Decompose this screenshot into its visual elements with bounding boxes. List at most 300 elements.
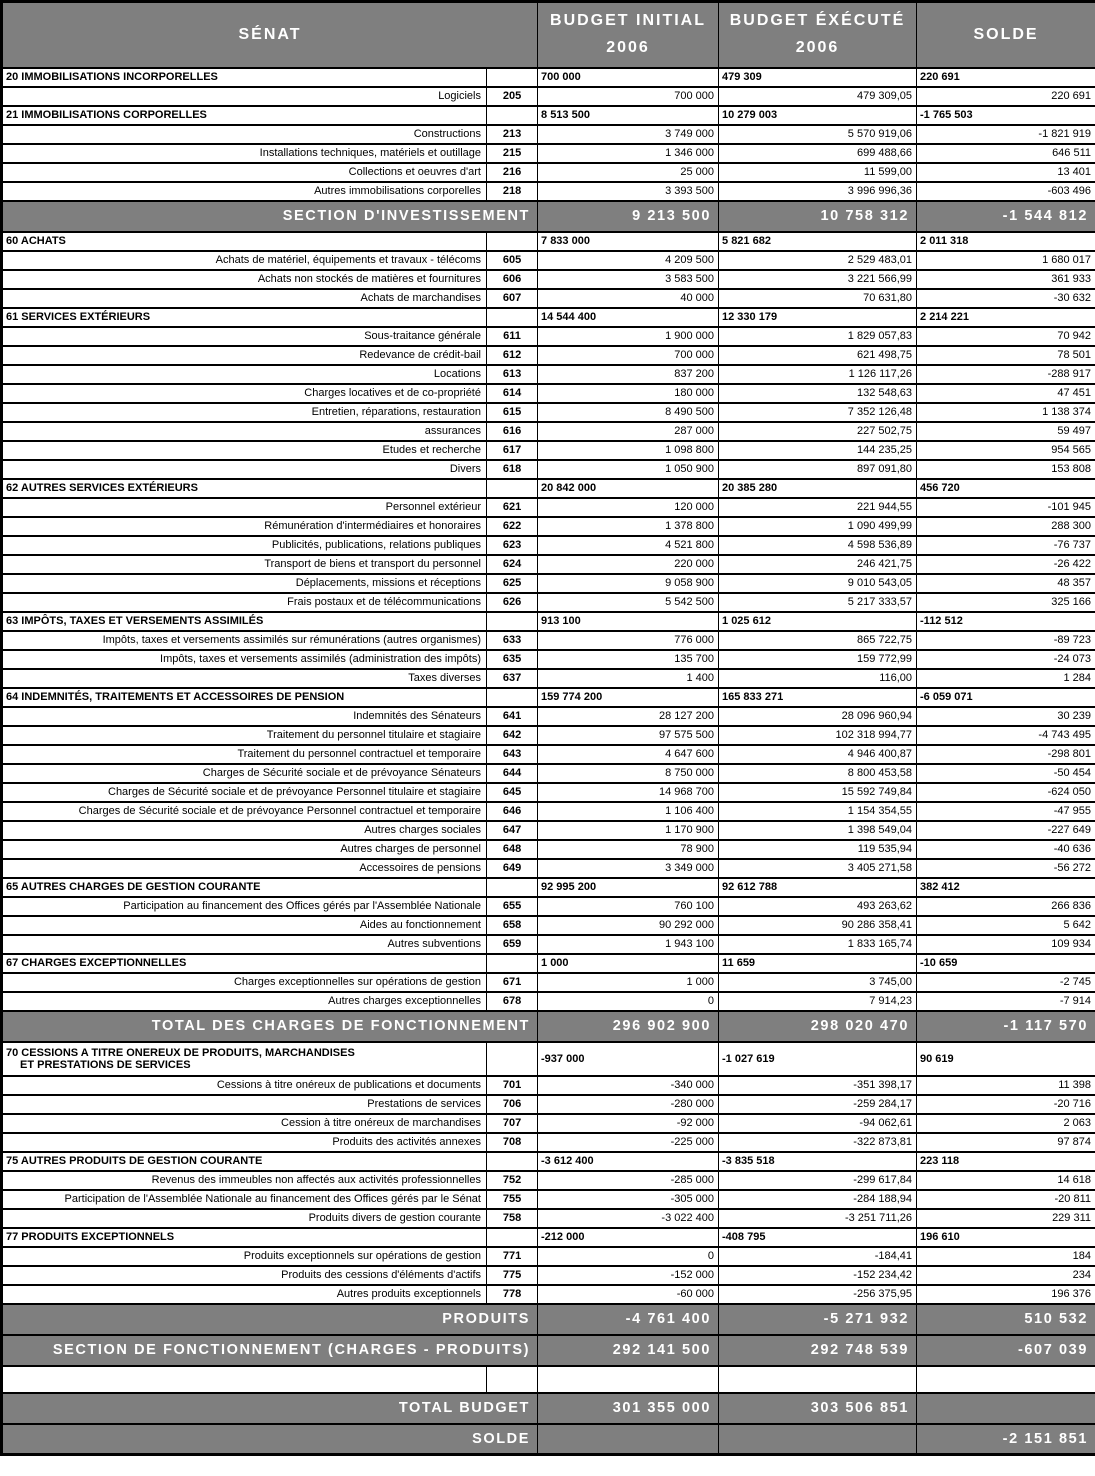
account-code: 645 [487, 783, 538, 802]
row-label: 70 CESSIONS A TITRE ONEREUX DE PRODUITS, MARCHANDISES ET PRESTATIONS DE SERVICES [2, 1042, 487, 1076]
header-senat-label: SÉNAT [238, 25, 302, 43]
table-row [2, 163, 1095, 182]
account-code: 708 [487, 1133, 538, 1152]
budget-executed-value: -3 835 518 [719, 1152, 917, 1171]
budget-initial-value: 3 393 500 [538, 182, 719, 201]
account-code: 615 [487, 403, 538, 422]
row-label: Logiciels [2, 87, 487, 106]
budget-executed-value: 1 090 499,99 [719, 517, 917, 536]
budget-initial-value: 92 995 200 [538, 878, 719, 897]
row-label: Taxes diverses [2, 669, 487, 688]
solde-value: -4 743 495 [917, 726, 1095, 745]
budget-initial-value: 1 050 900 [538, 460, 719, 479]
table-row [2, 327, 1095, 346]
row-label: Revenus des immeubles non affectés aux activités professionnelles [2, 1171, 487, 1190]
budget-initial-value: 78 900 [538, 840, 719, 859]
budget-initial-value: 292 141 500 [538, 1335, 719, 1366]
solde-value: 2 011 318 [917, 232, 1095, 251]
row-label: Publicités, publications, relations publiques [2, 536, 487, 555]
budget-initial-value: -3 612 400 [538, 1152, 719, 1171]
row-label: Achats non stockés de matières et fournitures [2, 270, 487, 289]
solde-value: 11 398 [917, 1076, 1095, 1095]
solde-value: 361 933 [917, 270, 1095, 289]
table-row [2, 536, 1095, 555]
table-row [2, 726, 1095, 745]
account-code: 622 [487, 517, 538, 536]
account-code: 617 [487, 441, 538, 460]
solde-value: 196 376 [917, 1285, 1095, 1304]
row-label: Autres immobilisations corporelles [2, 182, 487, 201]
solde-value: -298 801 [917, 745, 1095, 764]
table-row [2, 897, 1095, 916]
table-row [2, 1042, 1095, 1076]
account-code: 635 [487, 650, 538, 669]
account-code: 215 [487, 144, 538, 163]
table-row [2, 87, 1095, 106]
table-row [2, 1011, 1095, 1042]
budget-executed-value: -284 188,94 [719, 1190, 917, 1209]
budget-initial-value: 7 833 000 [538, 232, 719, 251]
budget-executed-value: -94 062,61 [719, 1114, 917, 1133]
header-senat [2, 2, 538, 68]
solde-value: -76 737 [917, 536, 1095, 555]
row-label: Entretien, réparations, restauration [2, 403, 487, 422]
budget-initial-value: 0 [538, 992, 719, 1011]
budget-initial-value: 1 170 900 [538, 821, 719, 840]
solde-value: -40 636 [917, 840, 1095, 859]
row-label: 62 AUTRES SERVICES EXTÉRIEURS [2, 479, 487, 498]
table-row [2, 201, 1095, 232]
row-label: Locations [2, 365, 487, 384]
row-label: Autres charges exceptionnelles [2, 992, 487, 1011]
budget-executed-value: 292 748 539 [719, 1335, 917, 1366]
solde-value: 456 720 [917, 479, 1095, 498]
budget-initial-value: 700 000 [538, 346, 719, 365]
solde-value: -6 059 071 [917, 688, 1095, 707]
table-row [2, 1209, 1095, 1228]
solde-value: -30 632 [917, 289, 1095, 308]
account-code: 605 [487, 251, 538, 270]
budget-executed-value: 246 421,75 [719, 555, 917, 574]
row-label: Aides au fonctionnement [2, 916, 487, 935]
table-row [2, 1285, 1095, 1304]
budget-table-body [2, 68, 1095, 1455]
account-code [487, 1042, 538, 1076]
budget-initial-value: 1 900 000 [538, 327, 719, 346]
table-row [2, 1247, 1095, 1266]
budget-executed-value: 2 529 483,01 [719, 251, 917, 270]
account-code: 633 [487, 631, 538, 650]
budget-initial-value: 14 968 700 [538, 783, 719, 802]
budget-initial-value: 3 349 000 [538, 859, 719, 878]
account-code: 637 [487, 669, 538, 688]
account-code: 607 [487, 289, 538, 308]
table-row [2, 859, 1095, 878]
table-row [2, 1114, 1095, 1133]
account-code: 659 [487, 935, 538, 954]
account-code: 649 [487, 859, 538, 878]
row-label: Frais postaux et de télécommunications [2, 593, 487, 612]
table-row [2, 1366, 1095, 1393]
account-code: 752 [487, 1171, 538, 1190]
budget-initial-value: 700 000 [538, 87, 719, 106]
budget-executed-value: 3 996 996,36 [719, 182, 917, 201]
row-label: Déplacements, missions et réceptions [2, 574, 487, 593]
budget-executed-value: -152 234,42 [719, 1266, 917, 1285]
budget-executed-value: 699 488,66 [719, 144, 917, 163]
solde-value: 90 619 [917, 1042, 1095, 1076]
row-label: Charges de Sécurité sociale et de prévoyance Personnel contractuel et temporaire [2, 802, 487, 821]
row-label: Achats de marchandises [2, 289, 487, 308]
budget-executed-value: -259 284,17 [719, 1095, 917, 1114]
table-row [2, 270, 1095, 289]
row-label: 60 ACHATS [2, 232, 487, 251]
table-row [2, 1393, 1095, 1424]
solde-value: -2 745 [917, 973, 1095, 992]
solde-value: 1 138 374 [917, 403, 1095, 422]
solde-value: -227 649 [917, 821, 1095, 840]
table-row [2, 555, 1095, 574]
account-code: 648 [487, 840, 538, 859]
budget-initial-value: 180 000 [538, 384, 719, 403]
row-label: 61 SERVICES EXTÉRIEURS [2, 308, 487, 327]
solde-value [917, 1393, 1095, 1424]
budget-executed-value: 221 944,55 [719, 498, 917, 517]
solde-value: 1 680 017 [917, 251, 1095, 270]
account-code: 646 [487, 802, 538, 821]
solde-value: 97 874 [917, 1133, 1095, 1152]
account-code [487, 612, 538, 631]
budget-executed-value: 165 833 271 [719, 688, 917, 707]
table-row [2, 650, 1095, 669]
table-row [2, 688, 1095, 707]
budget-executed-value: 92 612 788 [719, 878, 917, 897]
row-label: Impôts, taxes et versements assimilés (administration des impôts) [2, 650, 487, 669]
solde-value: -1 544 812 [917, 201, 1095, 232]
budget-initial-value: 0 [538, 1247, 719, 1266]
solde-value: 2 063 [917, 1114, 1095, 1133]
row-label: 20 IMMOBILISATIONS INCORPORELLES [2, 68, 487, 87]
table-row [2, 251, 1095, 270]
row-label: Produits exceptionnels sur opérations de gestion [2, 1247, 487, 1266]
account-code: 616 [487, 422, 538, 441]
solde-value: -603 496 [917, 182, 1095, 201]
budget-executed-value: 298 020 470 [719, 1011, 917, 1042]
budget-initial-value: -212 000 [538, 1228, 719, 1247]
row-label: Redevance de crédit-bail [2, 346, 487, 365]
account-code: 671 [487, 973, 538, 992]
table-row [2, 1424, 1095, 1455]
solde-value: 59 497 [917, 422, 1095, 441]
table-row [2, 1228, 1095, 1247]
row-label: Produits divers de gestion courante [2, 1209, 487, 1228]
table-row [2, 1076, 1095, 1095]
solde-value: 196 610 [917, 1228, 1095, 1247]
row-label: SECTION DE FONCTIONNEMENT (CHARGES - PRODUITS) [2, 1335, 538, 1366]
row-label: Transport de biens et transport du personnel [2, 555, 487, 574]
budget-executed-value: -408 795 [719, 1228, 917, 1247]
row-label: Impôts, taxes et versements assimilés sur rémunérations (autres organismes) [2, 631, 487, 650]
solde-value: -112 512 [917, 612, 1095, 631]
budget-executed-value: -256 375,95 [719, 1285, 917, 1304]
budget-initial-value: 4 647 600 [538, 745, 719, 764]
row-label: Produits des activités annexes [2, 1133, 487, 1152]
budget-initial-value: 9 058 900 [538, 574, 719, 593]
table-row [2, 1095, 1095, 1114]
budget-initial-value [538, 1366, 719, 1393]
budget-initial-value: -285 000 [538, 1171, 719, 1190]
budget-executed-value: 9 010 543,05 [719, 574, 917, 593]
budget-initial-value: 301 355 000 [538, 1393, 719, 1424]
table-row [2, 631, 1095, 650]
table-row [2, 745, 1095, 764]
solde-value: 13 401 [917, 163, 1095, 182]
row-label: Participation de l'Assemblée Nationale au financement des Offices gérés par le Sénat [2, 1190, 487, 1209]
budget-initial-value: 760 100 [538, 897, 719, 916]
row-label: 63 IMPÔTS, TAXES ET VERSEMENTS ASSIMILÉS [2, 612, 487, 631]
budget-executed-value: 5 570 919,06 [719, 125, 917, 144]
account-code: 678 [487, 992, 538, 1011]
solde-value: 30 239 [917, 707, 1095, 726]
table-row [2, 593, 1095, 612]
solde-value: -1 765 503 [917, 106, 1095, 125]
budget-executed-value: 11 599,00 [719, 163, 917, 182]
account-code: 642 [487, 726, 538, 745]
budget-executed-value: 865 722,75 [719, 631, 917, 650]
solde-value: -607 039 [917, 1335, 1095, 1366]
row-label: assurances [2, 422, 487, 441]
solde-value: -1 821 919 [917, 125, 1095, 144]
solde-value: 47 451 [917, 384, 1095, 403]
account-code: 707 [487, 1114, 538, 1133]
table-row [2, 365, 1095, 384]
budget-executed-value: 28 096 960,94 [719, 707, 917, 726]
row-label: TOTAL DES CHARGES DE FONCTIONNEMENT [2, 1011, 538, 1042]
budget-executed-value: 7 914,23 [719, 992, 917, 1011]
budget-executed-value: 4 946 400,87 [719, 745, 917, 764]
account-code: 613 [487, 365, 538, 384]
solde-value: 184 [917, 1247, 1095, 1266]
budget-executed-value: 10 758 312 [719, 201, 917, 232]
account-code: 625 [487, 574, 538, 593]
table-row [2, 403, 1095, 422]
table-row [2, 954, 1095, 973]
row-label: Divers [2, 460, 487, 479]
budget-executed-value: 7 352 126,48 [719, 403, 917, 422]
solde-value: -50 454 [917, 764, 1095, 783]
budget-executed-value: 493 263,62 [719, 897, 917, 916]
account-code [487, 954, 538, 973]
budget-executed-value: -299 617,84 [719, 1171, 917, 1190]
row-label: Charges locatives et de co-propriété [2, 384, 487, 403]
solde-value: 78 501 [917, 346, 1095, 365]
account-code [487, 1228, 538, 1247]
budget-initial-value: 1 098 800 [538, 441, 719, 460]
table-row [2, 1266, 1095, 1285]
table-row [2, 783, 1095, 802]
budget-initial-value: 1 106 400 [538, 802, 719, 821]
row-label: Prestations de services [2, 1095, 487, 1114]
solde-value: 288 300 [917, 517, 1095, 536]
account-code [487, 68, 538, 87]
header-budget-initial: BUDGET INITIAL 2006 [538, 2, 719, 68]
account-code: 614 [487, 384, 538, 403]
row-label: Rémunération d'intermédiaires et honoraires [2, 517, 487, 536]
row-label: Autres charges sociales [2, 821, 487, 840]
budget-executed-value: 1 829 057,83 [719, 327, 917, 346]
budget-executed-value: 3 745,00 [719, 973, 917, 992]
budget-initial-value: -937 000 [538, 1042, 719, 1076]
table-row [2, 878, 1095, 897]
budget-executed-value: 90 286 358,41 [719, 916, 917, 935]
account-code: 658 [487, 916, 538, 935]
account-code: 771 [487, 1247, 538, 1266]
solde-value: 70 942 [917, 327, 1095, 346]
solde-value: 220 691 [917, 87, 1095, 106]
table-row [2, 802, 1095, 821]
solde-value: 220 691 [917, 68, 1095, 87]
row-label: Indemnités des Sénateurs [2, 707, 487, 726]
solde-value: -89 723 [917, 631, 1095, 650]
table-row [2, 707, 1095, 726]
table-row [2, 384, 1095, 403]
budget-initial-value: 120 000 [538, 498, 719, 517]
account-code: 612 [487, 346, 538, 365]
budget-initial-value: 135 700 [538, 650, 719, 669]
budget-executed-value: -322 873,81 [719, 1133, 917, 1152]
row-label: 21 IMMOBILISATIONS CORPORELLES [2, 106, 487, 125]
budget-executed-value: 1 126 117,26 [719, 365, 917, 384]
solde-value: 5 642 [917, 916, 1095, 935]
table-row [2, 1152, 1095, 1171]
table-row [2, 498, 1095, 517]
budget-executed-value: 897 091,80 [719, 460, 917, 479]
row-label: Charges exceptionnelles sur opérations de gestion [2, 973, 487, 992]
table-row [2, 182, 1095, 201]
row-label: Traitement du personnel titulaire et stagiaire [2, 726, 487, 745]
account-code: 706 [487, 1095, 538, 1114]
solde-value: -101 945 [917, 498, 1095, 517]
budget-initial-value: 837 200 [538, 365, 719, 384]
table-row [2, 612, 1095, 631]
budget-initial-value: -92 000 [538, 1114, 719, 1133]
budget-initial-value: -280 000 [538, 1095, 719, 1114]
budget-executed-value: 621 498,75 [719, 346, 917, 365]
row-label: Autres charges de personnel [2, 840, 487, 859]
account-code: 623 [487, 536, 538, 555]
budget-executed-value: 20 385 280 [719, 479, 917, 498]
budget-executed-value: 119 535,94 [719, 840, 917, 859]
row-label: Etudes et recherche [2, 441, 487, 460]
row-label: Traitement du personnel contractuel et temporaire [2, 745, 487, 764]
table-row [2, 422, 1095, 441]
budget-initial-value: 4 521 800 [538, 536, 719, 555]
account-code: 701 [487, 1076, 538, 1095]
table-row [2, 308, 1095, 327]
budget-executed-value: 227 502,75 [719, 422, 917, 441]
row-label: Installations techniques, matériels et outillage [2, 144, 487, 163]
header-row [2, 2, 1095, 68]
table-row [2, 764, 1095, 783]
budget-executed-value: -3 251 711,26 [719, 1209, 917, 1228]
row-label: 65 AUTRES CHARGES DE GESTION COURANTE [2, 878, 487, 897]
row-label: 64 INDEMNITÉS, TRAITEMENTS ET ACCESSOIRES DE PENSION [2, 688, 487, 707]
budget-initial-value: 700 000 [538, 68, 719, 87]
budget-executed-value: 1 154 354,55 [719, 802, 917, 821]
table-row [2, 973, 1095, 992]
budget-initial-value: 4 209 500 [538, 251, 719, 270]
table-row [2, 232, 1095, 251]
table-row [2, 144, 1095, 163]
table-row [2, 574, 1095, 593]
solde-value: -1 117 570 [917, 1011, 1095, 1042]
solde-value: -26 422 [917, 555, 1095, 574]
budget-initial-value: 287 000 [538, 422, 719, 441]
row-label: Achats de matériel, équipements et travaux - télécoms [2, 251, 487, 270]
solde-value: -47 955 [917, 802, 1095, 821]
account-code: 213 [487, 125, 538, 144]
budget-initial-value: 913 100 [538, 612, 719, 631]
solde-value: 153 808 [917, 460, 1095, 479]
budget-executed-value: 12 330 179 [719, 308, 917, 327]
budget-executed-value: 5 821 682 [719, 232, 917, 251]
budget-executed-value: -1 027 619 [719, 1042, 917, 1076]
budget-initial-value: 1 400 [538, 669, 719, 688]
account-code: 218 [487, 182, 538, 201]
budget-executed-value: 116,00 [719, 669, 917, 688]
solde-value: 223 118 [917, 1152, 1095, 1171]
budget-initial-value: -225 000 [538, 1133, 719, 1152]
header-budget-execute: BUDGET ÉXÉCUTÉ 2006 [719, 2, 917, 68]
row-label: Personnel extérieur [2, 498, 487, 517]
solde-value [917, 1366, 1095, 1393]
table-row [2, 821, 1095, 840]
row-label: PRODUITS [2, 1304, 538, 1335]
budget-executed-value: 1 398 549,04 [719, 821, 917, 840]
budget-initial-value: 1 943 100 [538, 935, 719, 954]
solde-value: 325 166 [917, 593, 1095, 612]
budget-initial-value: -152 000 [538, 1266, 719, 1285]
budget-initial-value: 8 513 500 [538, 106, 719, 125]
solde-value: -56 272 [917, 859, 1095, 878]
table-row [2, 479, 1095, 498]
account-code: 758 [487, 1209, 538, 1228]
row-label: Collections et oeuvres d'art [2, 163, 487, 182]
budget-executed-value: -184,41 [719, 1247, 917, 1266]
table-row [2, 1133, 1095, 1152]
account-code: 618 [487, 460, 538, 479]
row-label: 75 AUTRES PRODUITS DE GESTION COURANTE [2, 1152, 487, 1171]
solde-value: -288 917 [917, 365, 1095, 384]
table-row [2, 125, 1095, 144]
table-row [2, 1171, 1095, 1190]
table-row [2, 68, 1095, 87]
solde-value: 954 565 [917, 441, 1095, 460]
table-row [2, 1304, 1095, 1335]
budget-executed-value: 10 279 003 [719, 106, 917, 125]
solde-value: 266 836 [917, 897, 1095, 916]
row-label: Cessions à titre onéreux de publications et documents [2, 1076, 487, 1095]
account-code: 778 [487, 1285, 538, 1304]
account-code [487, 688, 538, 707]
account-code: 647 [487, 821, 538, 840]
solde-value: 510 532 [917, 1304, 1095, 1335]
table-row [2, 289, 1095, 308]
budget-initial-value: -4 761 400 [538, 1304, 719, 1335]
solde-value: -20 716 [917, 1095, 1095, 1114]
budget-executed-value: 5 217 333,57 [719, 593, 917, 612]
budget-executed-value [719, 1424, 917, 1455]
